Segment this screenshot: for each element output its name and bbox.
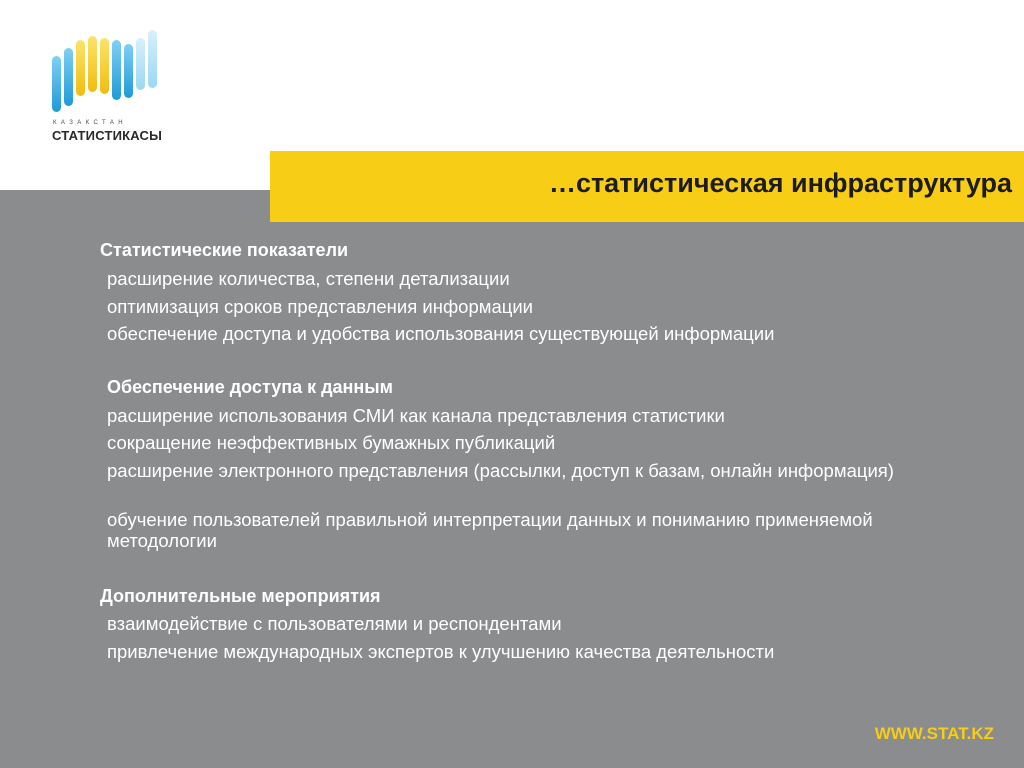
list-item: расширение использования СМИ как канала представления статистики: [107, 405, 725, 426]
list-item: расширение электронного представления (рассылки, доступ к базам, онлайн информация): [107, 460, 894, 481]
list-item: обучение пользователей правильной интерпретации данных и пониманию применяемой методологии: [107, 509, 873, 551]
list-item: оптимизация сроков представления информации: [107, 296, 534, 317]
slide-title: …статистическая инфраструктура: [548, 168, 1012, 198]
logo-caption-small: КАЗАКСТАН: [53, 120, 128, 126]
list-item: расширение количества, степени детализации: [107, 268, 510, 289]
list-item: привлечение международных экспертов к улучшению качества деятельности: [107, 641, 775, 662]
list-item: обеспечение доступа и удобства использования существующей информации: [107, 323, 775, 344]
section-heading: Обеспечение доступа к данным: [107, 377, 393, 397]
list-item: взаимодействие с пользователями и респондентами: [107, 613, 562, 634]
section-heading: Статистические показатели: [100, 240, 349, 260]
website-link[interactable]: WWW.STAT.KZ: [874, 724, 994, 743]
list-item: сокращение неэффективных бумажных публикаций: [107, 432, 556, 453]
logo-caption: СТАТИСТИКАСЫ: [52, 128, 163, 143]
section-heading: Дополнительные мероприятия: [100, 586, 381, 606]
